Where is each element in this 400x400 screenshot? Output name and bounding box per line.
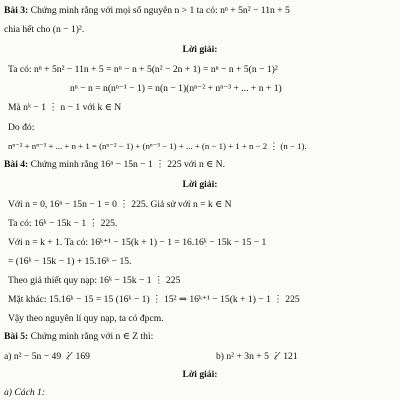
solution-heading-4: Lời giải: [182, 180, 218, 190]
solution-3-line-1: Ta có: nⁿ + 5n² − 11n + 5 = nⁿ − n + 5(n² − 2n + 1) = nⁿ − n + 5(n − 1)² [8, 65, 278, 75]
solution-4-line-7: Vậy theo nguyên lí quy nạp, ta có đpcm. [8, 314, 164, 324]
solution-4-line-4: = (16ᵏ − 15k − 1) + 15.16ᵏ − 15. [8, 257, 132, 267]
solution-3-line-4: Do đó: [8, 123, 35, 133]
solution-4-line-5: Theo giả thiết quy nạp: 16ᵏ − 15k − 1 ⋮ 225 [8, 276, 181, 286]
problem-4-heading [4, 160, 396, 170]
problem-4-label: Bài 4: [4, 160, 29, 170]
solution-3-line-5: nⁿ⁻² + nⁿ⁻³ + ... + n + 1 = (nⁿ⁻² − 1) + (nⁿ⁻³ − 1) + ... + (n − 1) + 1 + n − 2 ⋮ (n − 1). [8, 142, 307, 151]
problem-5-parts [4, 352, 396, 362]
solution-heading-5: Lời giải: [182, 370, 218, 380]
solution-5-method-1: a) Cách 1: [4, 388, 46, 398]
solution-4-line-6: Mặt khác: 15.16ᵏ − 15 = 15 (16ᵏ − 1) ⋮ 15² ⇒ 16ᵏ⁺¹ − 15(k + 1) − 1 ⋮ 225 [8, 295, 300, 305]
problem-5-statement: Chứng minh rằng với n ∈ Z thì: [28, 332, 154, 342]
problem-5-part-b: b) n² + 3n + 5 ⋮̸ 121 [216, 352, 298, 362]
problem-5-heading [4, 332, 396, 342]
problem-3-statement: Chứng minh rằng với mọi số nguyên n > 1 ta có: nⁿ + 5n² − 11n + 5 [28, 6, 290, 16]
problem-5-label: Bài 5: [4, 332, 29, 342]
problem-3-heading [4, 6, 396, 16]
problem-3-label: Bài 3: [4, 6, 29, 16]
solution-4-line-1: Với n = 0, 16ⁿ − 15n − 1 = 0 ⋮ 225. Giả sử với n = k ∈ N [8, 200, 232, 210]
problem-4-statement: Chứng minh rằng 16ⁿ − 15n − 1 ⋮ 225 với n ∈ N. [28, 160, 225, 170]
problem-5-part-a: a) n² − 5n − 49 ⋮̸ 169 [4, 352, 90, 362]
problem-3-statement-cont: chia hết cho (n − 1)². [4, 25, 85, 35]
solution-4-line-2: Ta có: 16ᵏ − 15k − 1 ⋮ 225. [8, 219, 118, 229]
solution-heading-3: Lời giải: [182, 45, 218, 55]
solution-3-line-2: nⁿ − n = n(nⁿ⁻¹ − 1) = n(n − 1)(nⁿ⁻² + nⁿ⁻³ + ... + n + 1) [70, 84, 282, 94]
solution-3-line-3: Mà nᵏ − 1 ⋮ n − 1 với k ∈ N [8, 103, 122, 113]
solution-4-line-3: Với n = k + 1. Ta có: 16ᵏ⁺¹ − 15(k + 1) − 1 = 16.16ᵏ − 15k − 15 − 1 [8, 238, 267, 248]
